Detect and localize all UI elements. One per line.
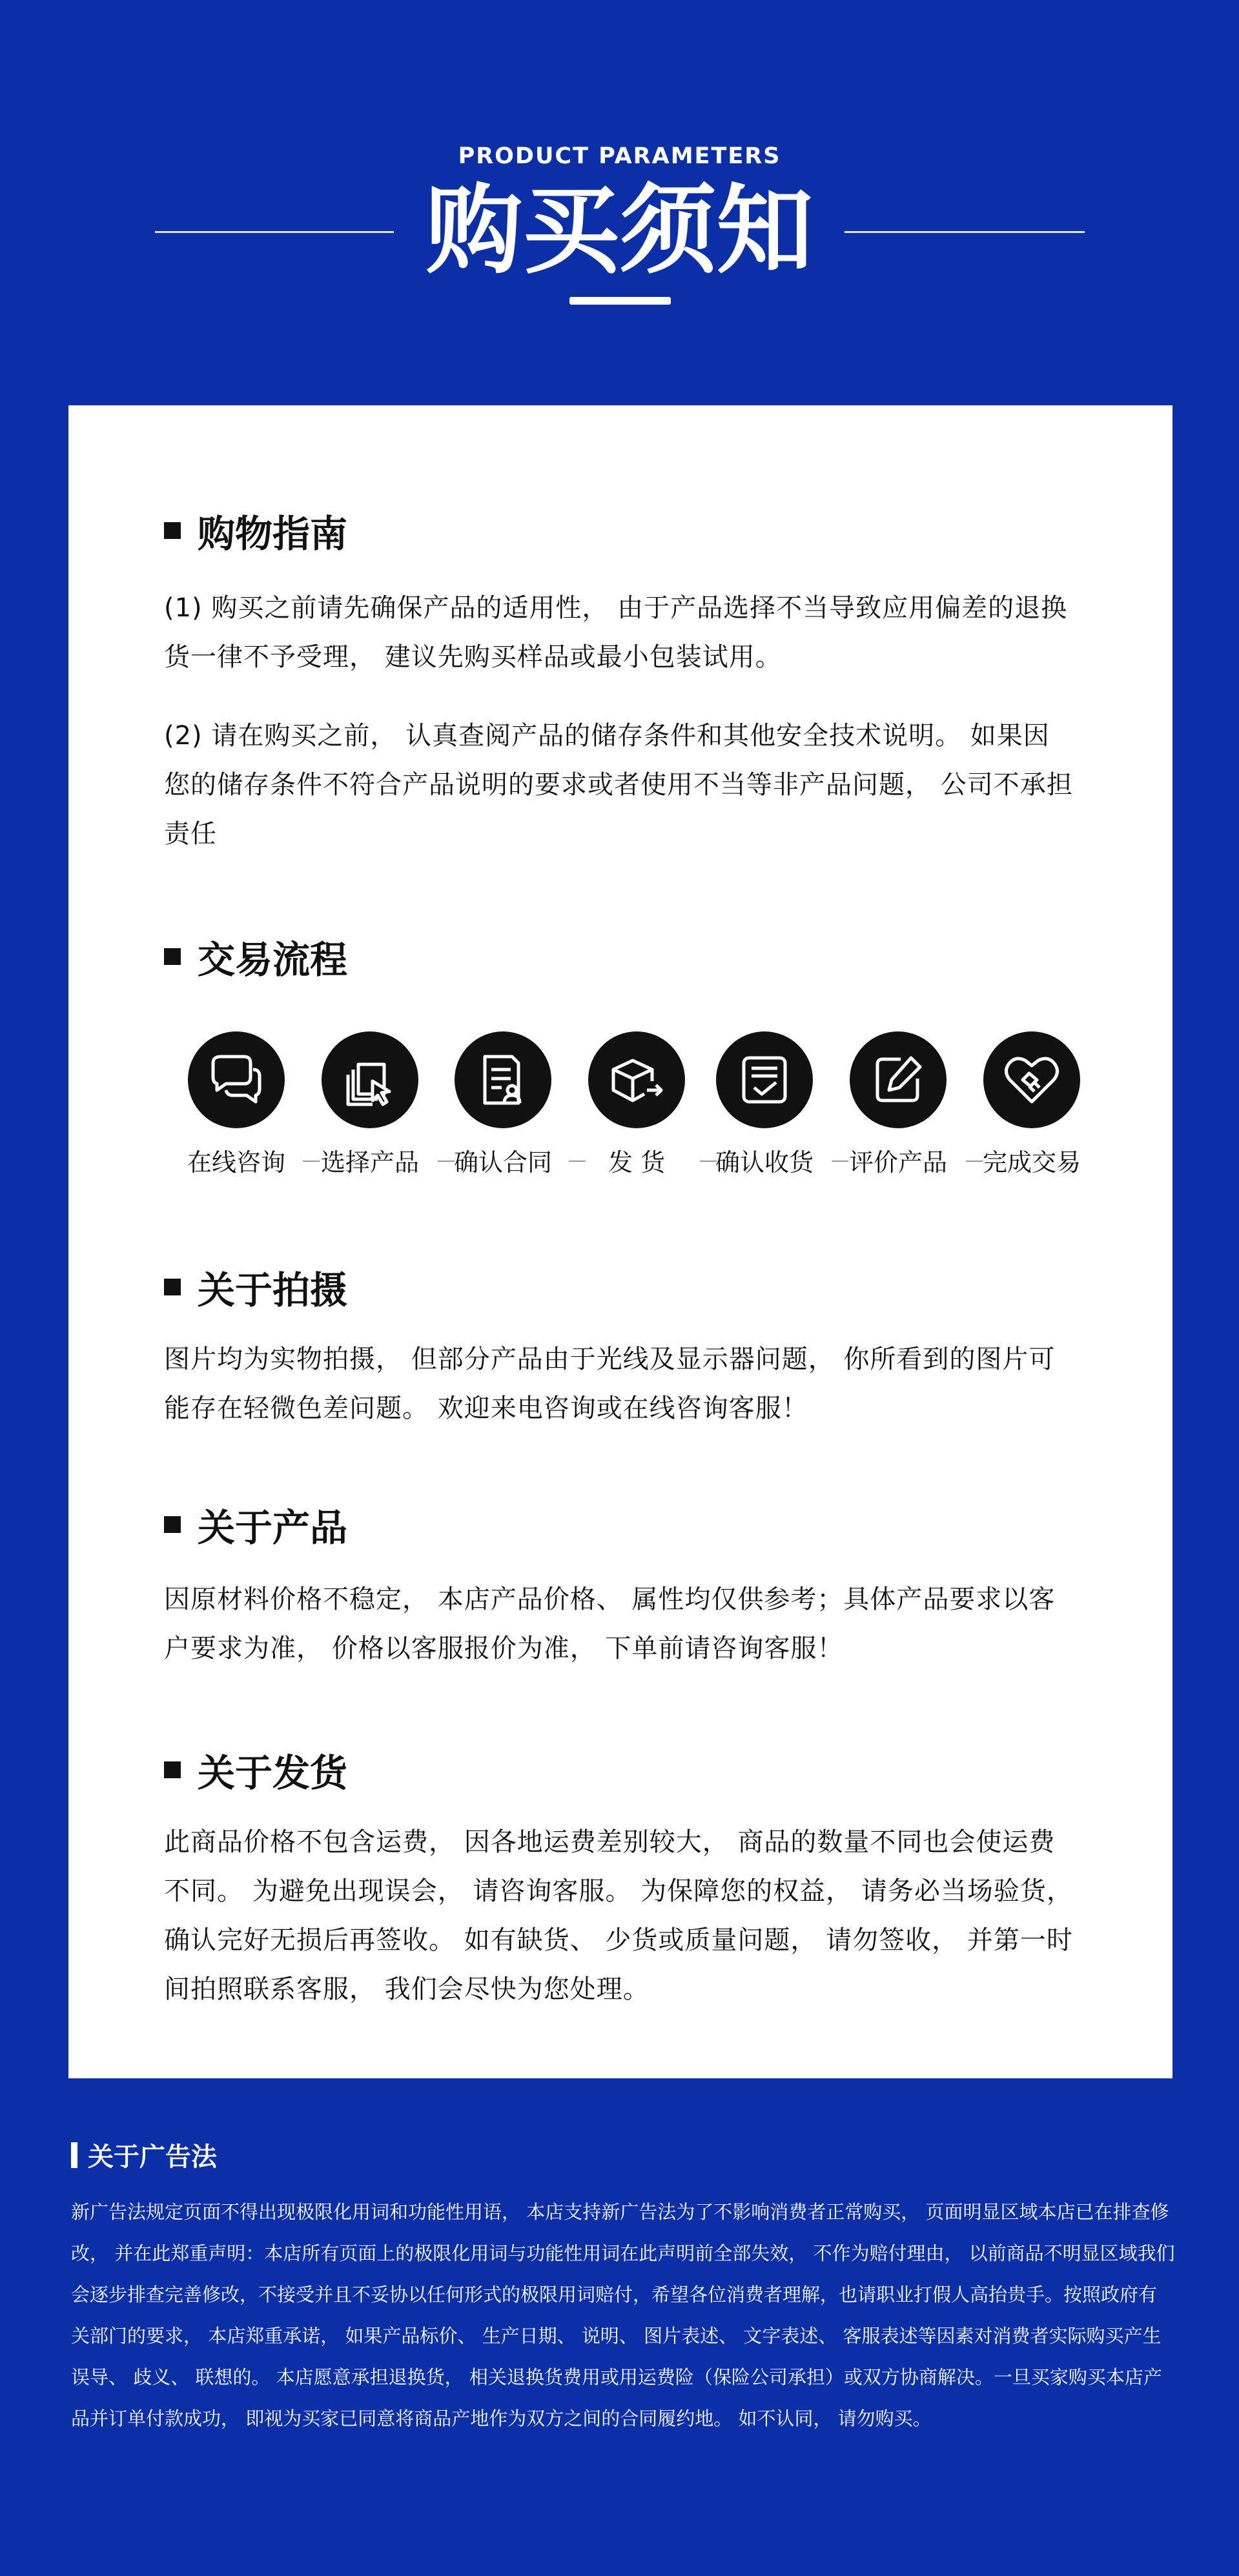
photo-heading: [164, 1260, 347, 1314]
review-pencil-icon: [850, 1031, 947, 1128]
heading-bullet: [164, 1279, 181, 1295]
footer-heading: [71, 2136, 217, 2173]
select-cursor-icon: [322, 1031, 418, 1128]
trade-flow-title: 交易流程: [198, 938, 348, 982]
flow-step-label: 选择产品: [320, 1148, 419, 1177]
shopping-guide-title: 购物指南: [198, 512, 348, 556]
heading-bullet: [164, 948, 181, 965]
trade-flow-steps: [68, 1031, 1172, 1193]
flow-step-label: 发 货: [608, 1148, 666, 1177]
flow-step-label: 完成交易: [982, 1148, 1081, 1177]
product-text: 因原材料价格不稳定， 本店产品价格、 属性均仅供参考；具体产品要求以客户要求为准， 价格以客服报价为准， 下单前请咨询客服！: [164, 1585, 1056, 1663]
flow-step-consult: [165, 1031, 307, 1178]
shopping-guide-heading: [164, 503, 347, 558]
flow-step-review: [827, 1031, 969, 1178]
page-title: 购买须知: [425, 175, 814, 287]
photo-title: 关于拍摄: [198, 1268, 348, 1312]
heading-bullet: [164, 1761, 181, 1778]
title-underline: [569, 297, 671, 305]
content-card: [68, 405, 1172, 2078]
product-heading: [164, 1497, 347, 1552]
heading-bullet: [164, 522, 181, 539]
footer-heading-bar: [71, 2142, 77, 2168]
flow-step-label: 确认收货: [715, 1148, 814, 1177]
shipping-text: 此商品价格不包含运费， 因各地运费差别较大， 商品的数量不同也会使运费不同。 为避免出现误会， 请咨询客服。 为保障您的权益， 请务必当场验货， 确认完好无损后再签收。 如有缺货、 少货或质量问题， 请勿签收， 并第一时间拍照联系客服， 我们会尽快为您处理。: [164, 1827, 1073, 2004]
chat-bubbles-icon: [188, 1031, 285, 1128]
shopping-guide-p1: (1) 购买之前请先确保产品的适用性， 由于产品选择不当导致应用偏差的退换货一律不予受理， 建议先购买样品或最小包装试用。: [164, 593, 1068, 672]
flow-step-label: 评价产品: [848, 1148, 947, 1177]
page-header: [0, 0, 1239, 400]
box-shipping-icon: [588, 1031, 685, 1128]
heading-bullet: [164, 1516, 181, 1533]
flow-step-complete: [961, 1031, 1103, 1178]
flow-step-label: 在线咨询: [187, 1148, 285, 1177]
header-subtitle: PRODUCT PARAMETERS: [458, 143, 781, 169]
product-title: 关于产品: [198, 1506, 348, 1550]
flow-step-select: [299, 1031, 441, 1178]
photo-text: 图片均为实物拍摄， 但部分产品由于光线及显示器问题， 你所看到的图片可能存在轻微色差问题。 欢迎来电咨询或在线咨询客服！: [164, 1344, 1056, 1423]
flow-step-ship: [566, 1031, 708, 1178]
flow-step-label: 确认合同: [453, 1148, 552, 1177]
shipping-heading: [164, 1743, 347, 1797]
trade-flow-heading: [164, 929, 347, 984]
footer-text: 新广告法规定页面不得出现极限化用词和功能性用语， 本店支持新广告法为了不影响消费者正常购买， 页面明显区域本店已在排查修改， 并在此郑重声明：本店所有页面上的极限化用词与功能性用词在此声明前全部失效， 不作为赔付理由， 以前商品不明显区域我们会逐步排查完善修改，不接受并且不妥协以任何形式的极限用词赔付，希望各位消费者理解，也请职业打假人高抬贵手。按照政府有关部门的要求， 本店郑重承诺， 如果产品标价、 生产日期、 说明、 图片表述、 文字表述、 客服表述等因素对消费者实际购买产生误导、 歧义、 联想的。 本店愿意承担退换货， 相关退换货费用或用运费险（保险公司承担）或双方协商解决。一旦买家购买本店产品并订单付款成功， 即视为买家已同意将商品产地作为双方之间的合同履约地。 如不认同， 请勿购买。: [71, 2201, 1175, 2429]
heart-handshake-icon: [983, 1031, 1080, 1128]
footer-title: 关于广告法: [88, 2142, 217, 2172]
shopping-guide-p2: (2) 请在购买之前， 认真查阅产品的储存条件和其他安全技术说明。 如果因您的储存条件不符合产品说明的要求或者使用不当等非产品问题， 公司不承担责任: [164, 721, 1073, 849]
flow-step-contract: [432, 1031, 574, 1178]
contract-icon: [455, 1031, 551, 1128]
shipping-title: 关于发货: [198, 1751, 348, 1795]
flow-step-receive: [693, 1031, 835, 1178]
receipt-check-icon: [716, 1031, 813, 1128]
